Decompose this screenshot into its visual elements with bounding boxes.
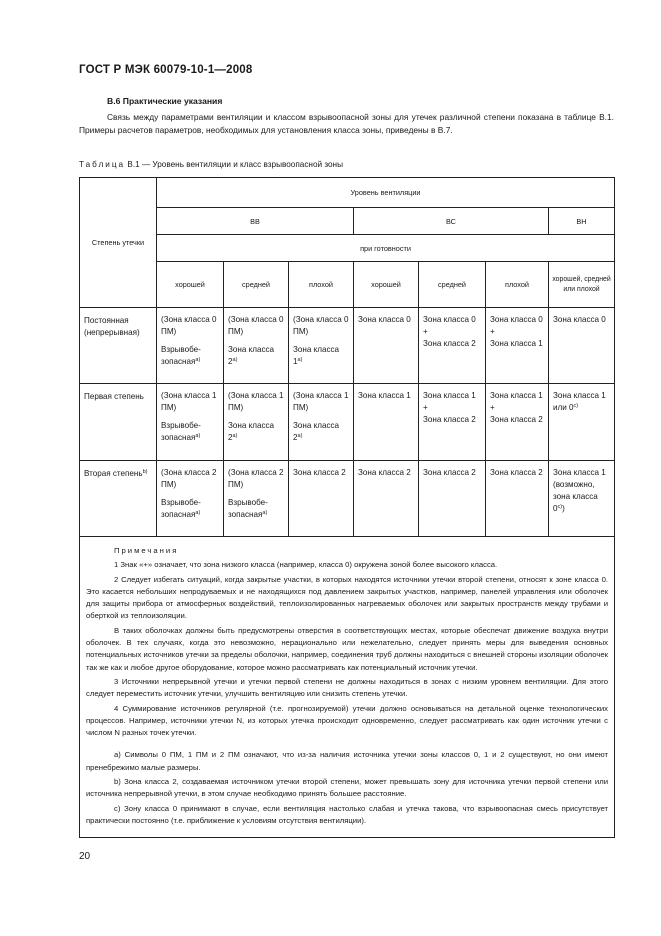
plus-sign: + (423, 327, 428, 336)
section-heading: В.6 Практические указания (107, 96, 223, 106)
cell-zone-text: Зона класса 0 (358, 315, 411, 324)
table-cell (224, 384, 289, 461)
footnote-mark: а) (232, 433, 238, 439)
footnote-item: b) Зона класса 2, создаваемая источником утечки второй степени, может превышать зону для источника утечки первой степени или источника непрерывной утечки, в этом случае необходимо принять большее расстояние. (86, 777, 608, 799)
table-cell (549, 308, 615, 384)
notes-cell (80, 537, 615, 838)
cell-zone-text: Зона класса 0 (553, 315, 606, 324)
cell-zone-text: Зона класса 2 (490, 415, 543, 424)
cell-zone-text: (Зона класса 1 ПМ) (228, 391, 284, 412)
page-number: 20 (79, 851, 91, 862)
subheader-good: хорошей (157, 262, 224, 308)
subheader-poor: плохой (486, 262, 549, 308)
table-cell (486, 384, 549, 461)
cell-zone-text: Зона класса 2 (293, 468, 346, 477)
footnote-mark: а) (297, 433, 303, 439)
footnote-mark: b) (142, 469, 148, 475)
table-cell (224, 308, 289, 384)
note-item: В таких оболочках должны быть предусмотрены отверстия в соответствующих местах, которые обеспечат движение воздуха внутри оболочек. В тех случаях, когда это невозможно, нерационально или нежелательно, следует принять меры для выведения основных потенциальных источников утечки за пределы оболочки, например, соединения труб должны находиться с внешней стороны изоляции оболочек так же как и любое другое оборудование, которое можно рассматривать как потенциальный источник утечки. (86, 625, 608, 672)
table-cell (289, 384, 354, 461)
subheader-any: хорошей, средней или плохой (549, 262, 615, 308)
cell-zone-text: (Зона класса 0 ПМ) (293, 315, 349, 336)
cell-zone-text: Зона класса 1 (293, 345, 340, 366)
table-cell (549, 461, 615, 537)
subheader-poor: плохой (289, 262, 354, 308)
footnote-mark: а) (232, 357, 238, 363)
header-group-vv: ВВ (157, 208, 354, 235)
row-label (80, 461, 157, 537)
footnote-mark: а) (297, 357, 303, 363)
cell-zone-text: Взрывобе-зопасная (228, 498, 268, 519)
cell-zone-text: Зона класса 1 или 0 (553, 391, 606, 412)
note-item: 1 Знак «+» означает, что зона низкого класса (например, класса 0) окружена зоной более высокого класса. (114, 560, 498, 570)
footnote-mark: а) (195, 357, 201, 363)
footnote-mark: а) (262, 510, 268, 516)
cell-zone-text: (Зона класса 0 ПМ) (228, 315, 284, 336)
table-cell (486, 308, 549, 384)
cell-zone-text: Зона класса 0 (490, 315, 543, 324)
subheader-medium: средней (224, 262, 289, 308)
table-cell (419, 461, 486, 537)
table-cell (224, 461, 289, 537)
table-cell (354, 308, 419, 384)
plus-sign: + (490, 327, 495, 336)
note-item: 2 Следует избегать ситуаций, когда закрытые участки, в которых находятся источники утечки второй степени, относят к зоне класса 0. Это касается небольших непродуваемых и не находящихся под давлением закрытых участков, например, панелей управления или оболочек для защиты прибора от атмосферных воздействий, теплоизолированных нагреваемых оболочек или закрытых пространств между трубами и оберткой из теплоизоляции. (86, 574, 608, 621)
header-leak-degree: Степень утечки (80, 178, 157, 308)
table-row (80, 461, 615, 537)
cell-zone-text: Зона класса 2 (423, 468, 476, 477)
header-group-vs: ВС (354, 208, 549, 235)
table-cell (419, 384, 486, 461)
cell-zone-text: Зона класса 0 (423, 315, 476, 324)
notes-block (86, 545, 608, 827)
table-caption-text: В.1 — Уровень вентиляции и класс взрывоопасной зоны (127, 160, 343, 169)
plus-sign: + (490, 403, 495, 412)
cell-zone-text: Зона класса 1 (490, 339, 543, 348)
cell-zone-text: Зона класса 2 (423, 415, 476, 424)
header-group-vn: ВН (549, 208, 615, 235)
cell-zone-text: (Зона класса 2 ПМ) (228, 468, 284, 489)
document-title: ГОСТ Р МЭК 60079-10-1—2008 (79, 64, 253, 76)
footnote-mark: а) (195, 433, 201, 439)
cell-zone-text: Зона класса 1 (423, 391, 476, 400)
cell-zone-text: Зона класса 2 (358, 468, 411, 477)
table-cell (419, 308, 486, 384)
table-cell (354, 384, 419, 461)
intro-paragraph (79, 111, 614, 137)
cell-zone-text: Зона класса 2 (228, 421, 275, 442)
table-cell (289, 461, 354, 537)
table-cell (354, 461, 419, 537)
cell-zone-text: Зона класса 2 (423, 339, 476, 348)
subheader-good: хорошей (354, 262, 419, 308)
cell-zone-text: (Зона класса 0 ПМ) (161, 315, 217, 336)
cell-zone-text: Зона класса 2 (228, 345, 275, 366)
cell-zone-text: Зона класса 2 (490, 468, 543, 477)
intro-text: Связь между параметрами вентиляции и классом взрывоопасной зоны для утечек различной степени показана в таблице В.1. Примеры расчетов параметров, необходимых для установления класса зоны, приведены в В.7. (79, 112, 614, 135)
table-cell (157, 384, 224, 461)
header-ventilation-level: Уровень вентиляции (157, 178, 615, 208)
cell-zone-text: (Зона класса 1 ПМ) (293, 391, 349, 412)
table-cell (157, 461, 224, 537)
row-label-text: Вторая степень (84, 469, 143, 478)
row-label: Постоянная (непрерывная) (80, 308, 157, 384)
cell-zone-text: Зона класса 1 (возможно, зона класса 0 (553, 468, 606, 513)
table-row (80, 384, 615, 461)
row-label: Первая степень (80, 384, 157, 461)
notes-title: Примечания (114, 546, 179, 555)
table-cell (289, 308, 354, 384)
table-cell (157, 308, 224, 384)
cell-zone-text: Зона класса 2 (293, 421, 340, 442)
cell-zone-text: Зона класса 1 (358, 391, 411, 400)
cell-zone-text: Взрывобе-зопасная (161, 345, 201, 366)
note-item: 4 Суммирование источников регулярной (т.е. прогнозируемой) утечки должно основываться на детальной оценке технологических процессов. Например, источники утечки N, из которых утечка происходит одновременно, следует рассматривать как один источник утечки с числом N разных точек утечки. (86, 703, 608, 738)
table-caption-prefix: Таблица (79, 160, 126, 169)
footnote-mark: с) (573, 403, 579, 409)
footnote-mark: а) (195, 510, 201, 516)
note-item: 3 Источники непрерывной утечки и утечки первой степени не должны находиться в зонах с низким уровнем вентиляции. Для этого следует переместить источник утечки, улучшить вентиляцию или снизить степень утечки. (86, 676, 608, 699)
cell-zone-text: Взрывобе-зопасная (161, 421, 201, 442)
footnote-mark: с) (557, 504, 563, 510)
ventilation-table (79, 177, 615, 838)
header-readiness: при готовности (157, 235, 615, 262)
table-row (80, 308, 615, 384)
cell-zone-text: (Зона класса 2 ПМ) (161, 468, 217, 489)
cell-zone-text: (Зона класса 1 ПМ) (161, 391, 217, 412)
table-cell (486, 461, 549, 537)
table-caption (79, 160, 343, 169)
cell-zone-text: Взрывобе-зопасная (161, 498, 201, 519)
subheader-medium: средней (419, 262, 486, 308)
cell-zone-text: Зона класса 1 (490, 391, 543, 400)
table-cell (549, 384, 615, 461)
footnote-item: а) Символы 0 ПМ, 1 ПМ и 2 ПМ означают, что из-за наличия источника утечки зоны классов 0, 1 и 2 существуют, но они имеют пренебрежимо малые размеры. (86, 750, 608, 772)
footnote-item: с) Зону класса 0 принимают в случае, если вентиляция настолько слабая и утечка такова, что взрывоопасная смесь присутствует практически постоянно (т.е. приближение к условиям отсутствия вентиляции). (86, 803, 608, 825)
plus-sign: + (423, 403, 428, 412)
cell-zone-text: ) (562, 504, 565, 513)
